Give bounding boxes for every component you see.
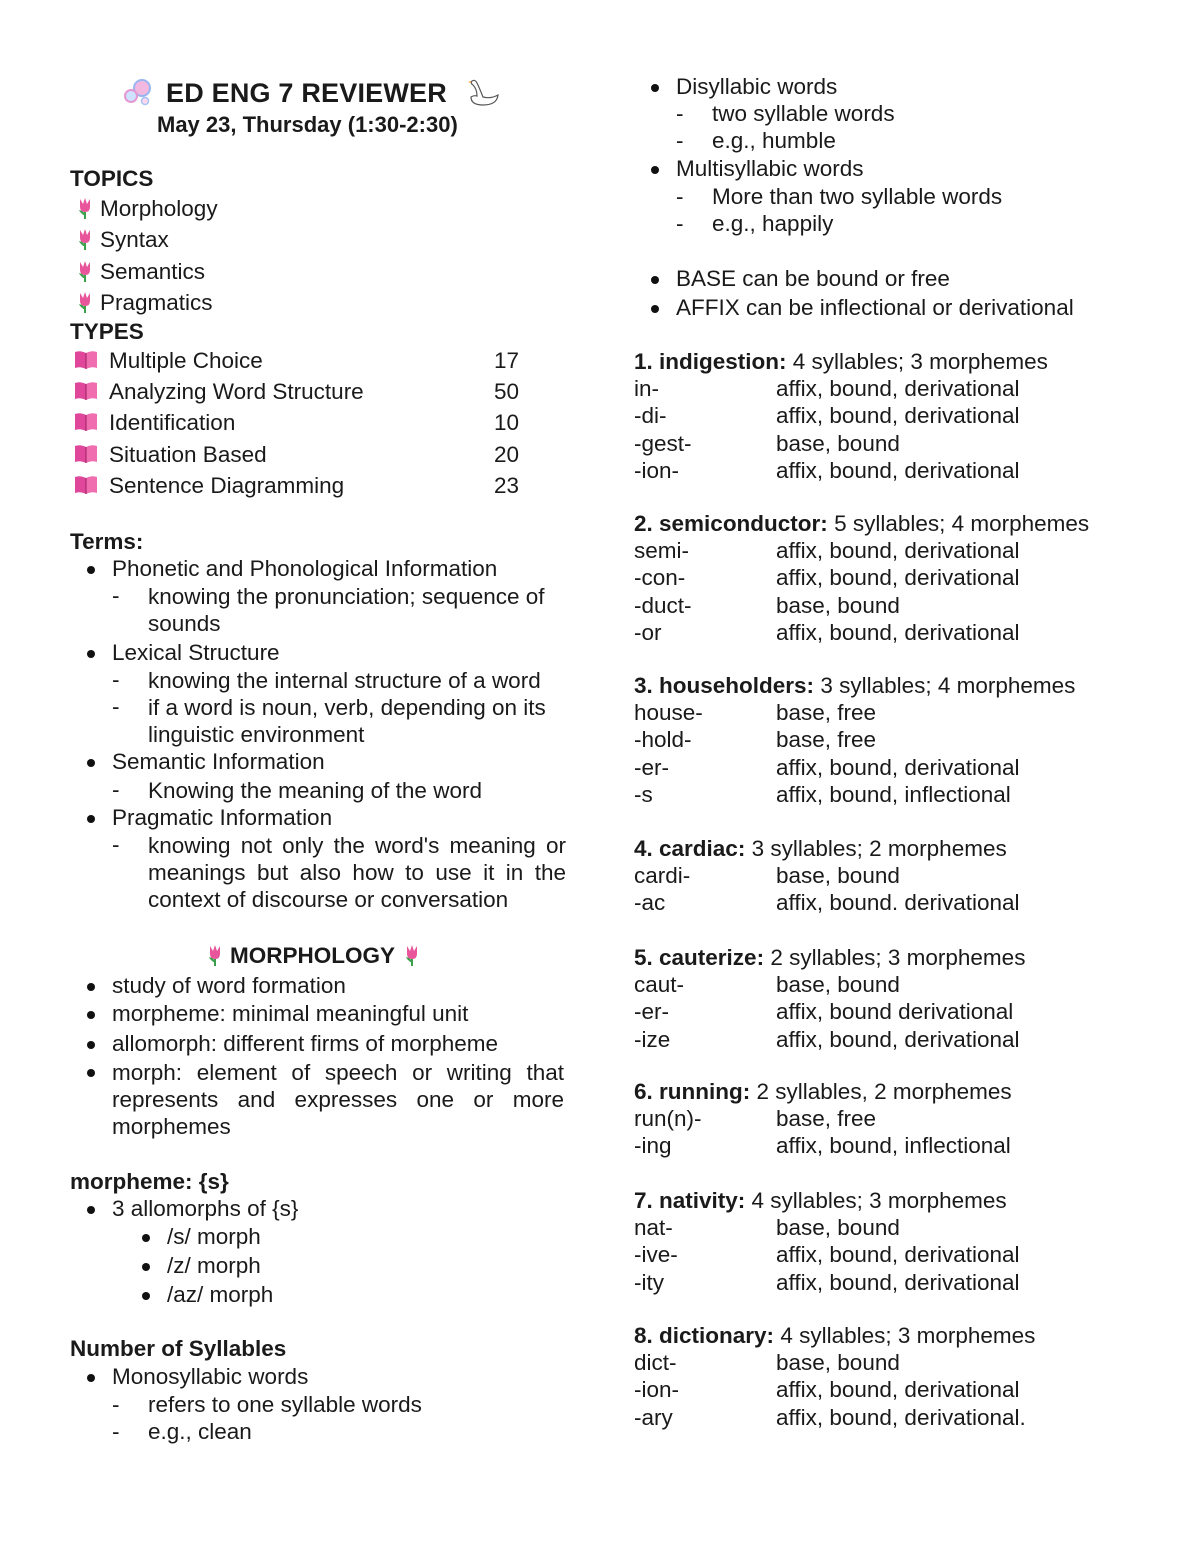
morpheme-part: -ing bbox=[634, 1133, 672, 1159]
morpheme-classification: base, bound bbox=[776, 1215, 900, 1241]
morphology-heading: MORPHOLOGY bbox=[230, 943, 396, 968]
dash: - bbox=[112, 1419, 120, 1444]
document-title-row bbox=[122, 76, 501, 109]
bullet bbox=[142, 1263, 150, 1271]
morpheme-classification: affix, bound, derivational bbox=[776, 1269, 1020, 1295]
dash: - bbox=[112, 583, 120, 608]
term-detail: knowing the pronunciation; sequence of sounds bbox=[148, 584, 545, 636]
morpheme-classification: affix, bound, derivational bbox=[776, 1026, 1020, 1052]
word-entry-heading bbox=[634, 673, 1075, 699]
topic-item: Semantics bbox=[76, 259, 205, 285]
morphology-item: study of word formation bbox=[112, 973, 346, 998]
term-detail: if a word is noun, verb, depending on its linguistic environment bbox=[148, 695, 546, 747]
dash: - bbox=[112, 777, 120, 802]
word-title: 5. cauterize: bbox=[634, 945, 765, 970]
type-row bbox=[73, 442, 267, 468]
syllable-detail: two syllable words bbox=[712, 101, 895, 126]
term-detail: knowing not only the word's meaning or meanings but also how to use it in the context of discourse or conversation bbox=[148, 833, 566, 912]
bullet bbox=[87, 1069, 95, 1077]
morpheme-part: house- bbox=[634, 700, 703, 726]
book-icon bbox=[73, 380, 99, 402]
book-icon bbox=[73, 349, 99, 371]
syllable-group-label: Disyllabic words bbox=[676, 74, 838, 99]
tulip-icon bbox=[206, 944, 224, 966]
word-title: 2. semiconductor: bbox=[634, 511, 828, 536]
word-entry-heading bbox=[634, 836, 1007, 862]
morpheme-part: -ion- bbox=[634, 457, 680, 483]
allomorph-sub: /z/ morph bbox=[167, 1253, 261, 1278]
allomorph-item: 3 allomorphs of {s} bbox=[112, 1196, 299, 1221]
morpheme-part: run(n)- bbox=[634, 1106, 702, 1132]
bullet bbox=[87, 1206, 95, 1214]
word-info: 3 syllables; 4 morphemes bbox=[820, 673, 1076, 698]
morpheme-part: -duct- bbox=[634, 592, 692, 618]
morpheme-part: -or bbox=[634, 619, 662, 645]
term-detail: knowing the internal structure of a word bbox=[148, 668, 541, 693]
bullet bbox=[651, 276, 659, 284]
book-icon bbox=[73, 443, 99, 465]
morpheme-classification: base, bound bbox=[776, 1350, 900, 1376]
term-label: Semantic Information bbox=[112, 749, 325, 774]
word-title: 1. indigestion: bbox=[634, 349, 787, 374]
tulip-icon bbox=[76, 228, 94, 250]
morpheme-classification: affix, bound, derivational bbox=[776, 403, 1020, 429]
bullet bbox=[651, 305, 659, 313]
morpheme-classification: base, free bbox=[776, 1106, 877, 1132]
word-info: 4 syllables; 3 morphemes bbox=[792, 349, 1048, 374]
bullet bbox=[87, 983, 95, 991]
word-entry-heading bbox=[634, 945, 1025, 971]
word-info: 2 syllables, 2 morphemes bbox=[756, 1079, 1012, 1104]
bullet bbox=[142, 1234, 150, 1242]
morpheme-classification: affix, bound, derivational bbox=[776, 565, 1020, 591]
morpheme-part: -ize bbox=[634, 1026, 671, 1052]
morpheme-part: -ion- bbox=[634, 1377, 680, 1403]
morpheme-classification: affix, bound, derivational bbox=[776, 1242, 1020, 1268]
syllable-detail: refers to one syllable words bbox=[148, 1392, 422, 1417]
word-title: 4. cardiac: bbox=[634, 836, 746, 861]
morphology-item: allomorph: different firms of morpheme bbox=[112, 1031, 498, 1056]
topic-item: Pragmatics bbox=[76, 290, 213, 316]
types-heading: TYPES bbox=[70, 319, 144, 344]
tulip-icon bbox=[403, 944, 421, 966]
type-label: Situation Based bbox=[109, 442, 267, 467]
type-count: 50 bbox=[494, 379, 520, 404]
morpheme-classification: base, free bbox=[776, 700, 877, 726]
syllables-heading: Number of Syllables bbox=[70, 1336, 287, 1361]
word-entry-heading bbox=[634, 1079, 1012, 1105]
word-title: 7. nativity: bbox=[634, 1188, 746, 1213]
topics-heading: TOPICS bbox=[70, 166, 154, 191]
morpheme-classification: base, bound bbox=[776, 430, 900, 456]
bullet bbox=[142, 1292, 150, 1300]
tulip-icon bbox=[76, 260, 94, 282]
dash: - bbox=[112, 694, 120, 719]
type-label: Sentence Diagramming bbox=[109, 473, 345, 498]
term-detail: Knowing the meaning of the word bbox=[148, 778, 482, 803]
document-date: May 23, Thursday (1:30-2:30) bbox=[157, 112, 458, 137]
type-count: 23 bbox=[494, 473, 520, 498]
syllable-detail: e.g., clean bbox=[148, 1419, 252, 1444]
syllable-detail: More than two syllable words bbox=[712, 184, 1003, 209]
word-entry-heading bbox=[634, 1188, 1007, 1214]
morpheme-classification: affix, bound, derivational bbox=[776, 376, 1020, 402]
morpheme-part: -di- bbox=[634, 403, 667, 429]
term-label: Phonetic and Phonological Information bbox=[112, 556, 498, 581]
type-row bbox=[73, 348, 263, 374]
bullet bbox=[651, 84, 659, 92]
morpheme-classification: affix, bound, derivational bbox=[776, 538, 1020, 564]
morpheme-classification: affix, bound derivational bbox=[776, 999, 1014, 1025]
tulip-icon bbox=[76, 291, 94, 313]
morpheme-part: -ive- bbox=[634, 1242, 678, 1268]
morpheme-part: -er- bbox=[634, 999, 669, 1025]
dash: - bbox=[112, 1392, 120, 1417]
morpheme-part: -con- bbox=[634, 565, 686, 591]
book-icon bbox=[73, 474, 99, 496]
topic-item: Morphology bbox=[76, 196, 218, 222]
terms-heading: Terms: bbox=[70, 529, 144, 554]
morpheme-classification: affix, bound, derivational bbox=[776, 619, 1020, 645]
word-info: 2 syllables; 3 morphemes bbox=[770, 945, 1026, 970]
word-info: 4 syllables; 3 morphemes bbox=[751, 1188, 1007, 1213]
term-label: Lexical Structure bbox=[112, 640, 280, 665]
document-title: ED ENG 7 REVIEWER bbox=[166, 78, 447, 108]
morpheme-part: semi- bbox=[634, 538, 689, 564]
morpheme-classification: base, bound bbox=[776, 972, 900, 998]
morpheme-part: -er- bbox=[634, 754, 669, 780]
morpheme-classification: affix, bound, inflectional bbox=[776, 781, 1011, 807]
bullet bbox=[87, 1374, 95, 1382]
word-entry-heading bbox=[634, 511, 1089, 537]
type-label: Identification bbox=[109, 410, 236, 435]
morpheme-part: in- bbox=[634, 376, 660, 402]
morpheme-s-heading: morpheme: {s} bbox=[70, 1169, 229, 1194]
syllable-group-label: Multisyllabic words bbox=[676, 156, 864, 181]
type-label: Multiple Choice bbox=[109, 348, 263, 373]
morpheme-classification: affix, bound, inflectional bbox=[776, 1133, 1011, 1159]
type-label: Analyzing Word Structure bbox=[109, 379, 364, 404]
dash: - bbox=[676, 211, 684, 236]
type-count: 20 bbox=[494, 442, 520, 467]
word-title: 3. householders: bbox=[634, 673, 815, 698]
morpheme-classification: base, free bbox=[776, 727, 877, 753]
morpheme-part: -ary bbox=[634, 1404, 673, 1430]
word-title: 8. dictionary: bbox=[634, 1323, 775, 1348]
tulip-icon bbox=[76, 197, 94, 219]
syllable-group-label: Monosyllabic words bbox=[112, 1364, 309, 1389]
morpheme-classification: base, bound bbox=[776, 592, 900, 618]
morpheme-classification: affix, bound, derivational bbox=[776, 754, 1020, 780]
bullet bbox=[87, 1041, 95, 1049]
word-entry-heading bbox=[634, 349, 1048, 375]
morpheme-part: -ity bbox=[634, 1269, 664, 1295]
bullet bbox=[87, 815, 95, 823]
morpheme-classification: affix, bound. derivational bbox=[776, 890, 1020, 916]
bullet bbox=[87, 1011, 95, 1019]
word-entry-heading bbox=[634, 1323, 1035, 1349]
allomorph-sub: /s/ morph bbox=[167, 1224, 261, 1249]
bullet bbox=[651, 166, 659, 174]
morpheme-part: -gest- bbox=[634, 430, 692, 456]
note-item: BASE can be bound or free bbox=[676, 266, 950, 291]
morphology-heading-row bbox=[206, 943, 427, 969]
word-info: 5 syllables; 4 morphemes bbox=[834, 511, 1090, 536]
morpheme-classification: affix, bound, derivational bbox=[776, 1377, 1020, 1403]
morphology-item: morph: element of speech or writing that represents and expresses one or more morphemes bbox=[112, 1060, 564, 1139]
type-row bbox=[73, 473, 344, 499]
word-info: 4 syllables; 3 morphemes bbox=[780, 1323, 1036, 1348]
morpheme-classification: base, bound bbox=[776, 863, 900, 889]
book-icon bbox=[73, 411, 99, 433]
morpheme-classification: affix, bound, derivational bbox=[776, 457, 1020, 483]
dash: - bbox=[676, 128, 684, 153]
note-item: AFFIX can be inflectional or derivational bbox=[676, 295, 1074, 320]
dash: - bbox=[112, 667, 120, 692]
morpheme-part: cardi- bbox=[634, 863, 691, 889]
allomorph-sub: /az/ morph bbox=[167, 1282, 274, 1307]
morpheme-part: nat- bbox=[634, 1215, 673, 1241]
syllable-detail: e.g., happily bbox=[712, 211, 834, 236]
type-row bbox=[73, 379, 364, 405]
syllable-detail: e.g., humble bbox=[712, 128, 836, 153]
dash: - bbox=[112, 832, 120, 857]
morpheme-part: -hold- bbox=[634, 727, 692, 753]
word-info: 3 syllables; 2 morphemes bbox=[751, 836, 1007, 861]
dash: - bbox=[676, 184, 684, 209]
bullet bbox=[87, 759, 95, 767]
morphology-item: morpheme: minimal meaningful unit bbox=[112, 1001, 469, 1026]
bullet bbox=[87, 566, 95, 574]
type-row bbox=[73, 410, 235, 436]
type-count: 17 bbox=[494, 348, 520, 373]
bullet bbox=[87, 650, 95, 658]
dash: - bbox=[676, 101, 684, 126]
term-label: Pragmatic Information bbox=[112, 805, 333, 830]
bubbles-icon bbox=[122, 76, 156, 106]
word-title: 6. running: bbox=[634, 1079, 751, 1104]
morpheme-classification: affix, bound, derivational. bbox=[776, 1404, 1026, 1430]
morpheme-part: -s bbox=[634, 781, 653, 807]
morpheme-part: dict- bbox=[634, 1350, 677, 1376]
morpheme-part: caut- bbox=[634, 972, 685, 998]
topic-item: Syntax bbox=[76, 227, 169, 253]
swan-icon bbox=[465, 77, 501, 107]
type-count: 10 bbox=[494, 410, 520, 435]
morpheme-part: -ac bbox=[634, 890, 666, 916]
